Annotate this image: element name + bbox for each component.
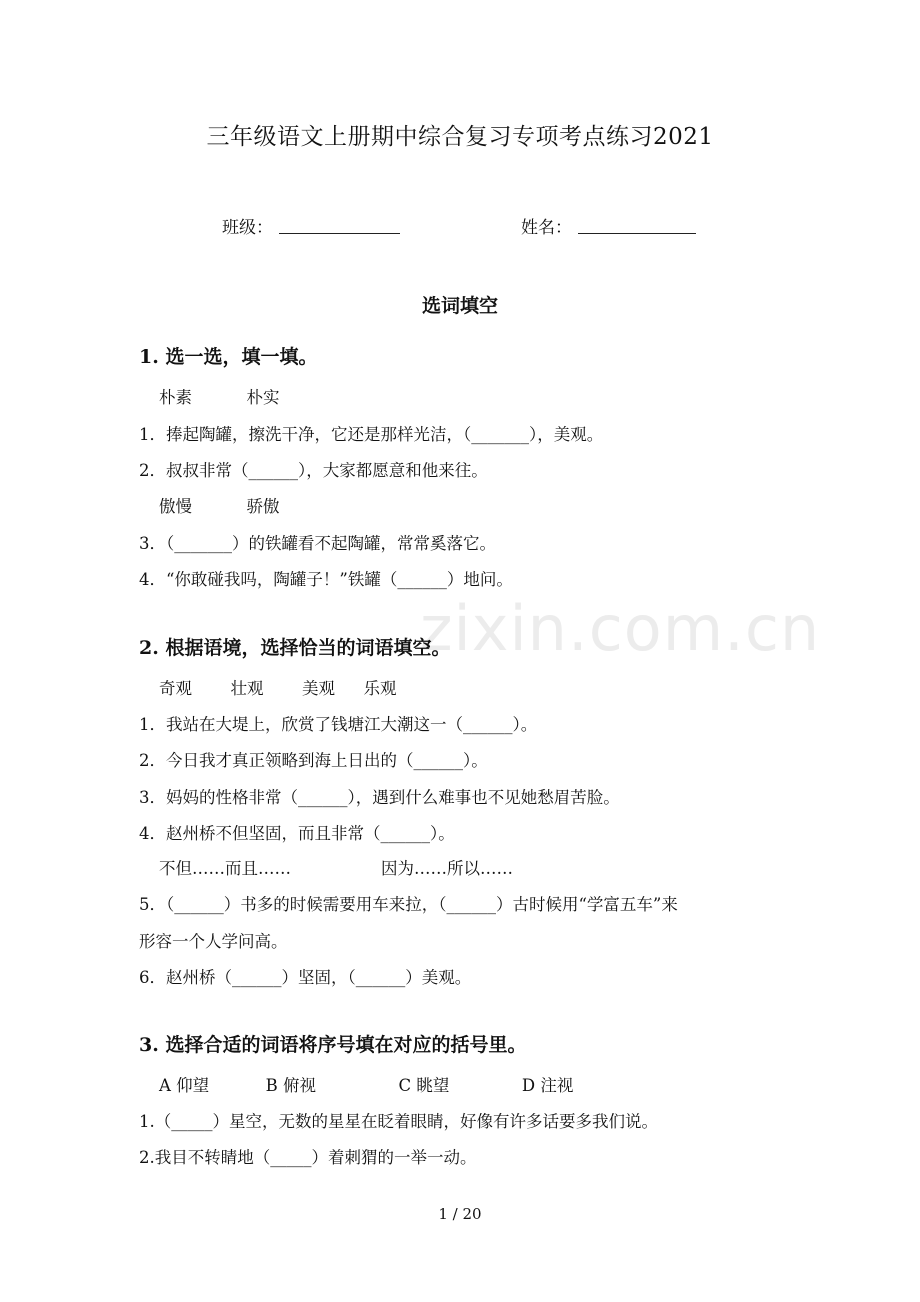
word-option: B 俯视: [265, 1076, 317, 1095]
q2-line-2: 2．今日我才真正领略到海上日出的（______）。: [139, 751, 488, 770]
q2-line-4: 4．赵州桥不但坚固，而且非常（______）。: [139, 824, 455, 843]
word-option: A 仰望: [159, 1076, 210, 1095]
q3-options: [159, 1072, 573, 1096]
q2-options-b2: [381, 855, 513, 879]
word-option: 因为……所以……: [381, 859, 513, 878]
q3-line-1: 1.（_____）星空，无数的星星在眨着眼睛，好像有许多话要多我们说。: [139, 1112, 658, 1131]
q3-line-2: 2.我目不转睛地（_____）着刺猬的一举一动。: [139, 1148, 477, 1167]
page-title: 三年级语文上册期中综合复习专项考点练习2021: [206, 124, 714, 150]
name-blank[interactable]: [578, 233, 696, 234]
word-option: C 眺望: [398, 1076, 450, 1095]
page-number: 1 / 20: [438, 1205, 482, 1223]
q1-options-a: [159, 384, 280, 408]
q2-line-5-cont: 形容一个人学问高。: [139, 932, 288, 951]
word-option: 不但……而且……: [159, 859, 291, 878]
q1-line-3: 3．（_______）的铁罐看不起陶罐，常常奚落它。: [139, 534, 496, 553]
q1-line-4: 4．“你敢碰我吗，陶罐子！”铁罐（______）地问。: [139, 570, 513, 589]
section-title: 选词填空: [421, 295, 498, 317]
q1-line-1: 1．捧起陶罐，擦洗干净，它还是那样光洁，（_______），美观。: [139, 425, 604, 444]
word-option: 奇观: [159, 679, 192, 698]
question-3-heading: 3. 选择合适的词语将序号填在对应的括号里。: [139, 1034, 527, 1056]
q1-options-b: [159, 493, 280, 517]
q1-line-2: 2．叔叔非常（______），大家都愿意和他来往。: [139, 461, 488, 480]
name-label: 姓名：: [521, 218, 572, 238]
q2-line-5: 5．（______）书多的时候需要用车来拉，（______）古时候用“学富五车”来: [139, 895, 678, 914]
question-2-heading: 2. 根据语境，选择恰当的词语填空。: [139, 637, 451, 659]
word-option: 美观: [302, 679, 335, 698]
class-label: 班级：: [222, 218, 273, 238]
word-option: 乐观: [363, 679, 397, 698]
class-blank[interactable]: [279, 233, 400, 234]
question-1-heading: 1. 选一选，填一填。: [139, 346, 318, 368]
word-option: D 注视: [521, 1076, 574, 1095]
word-option: 朴素: [159, 388, 192, 407]
q2-options-b: [159, 855, 291, 879]
word-option: 朴实: [246, 388, 280, 407]
word-option: 傲慢: [159, 497, 192, 516]
q2-line-3: 3．妈妈的性格非常（______），遇到什么难事也不见她愁眉苦脸。: [139, 788, 620, 807]
q2-line-1: 1．我站在大堤上，欣赏了钱塘江大潮这一（______）。: [139, 715, 538, 734]
watermark: zixin.com.cn: [420, 592, 821, 665]
word-option: 骄傲: [246, 497, 280, 516]
q2-options-a: [159, 675, 397, 699]
word-option: 壮观: [230, 679, 264, 698]
q2-line-6: 6．赵州桥（______）坚固，（______）美观。: [139, 968, 472, 987]
